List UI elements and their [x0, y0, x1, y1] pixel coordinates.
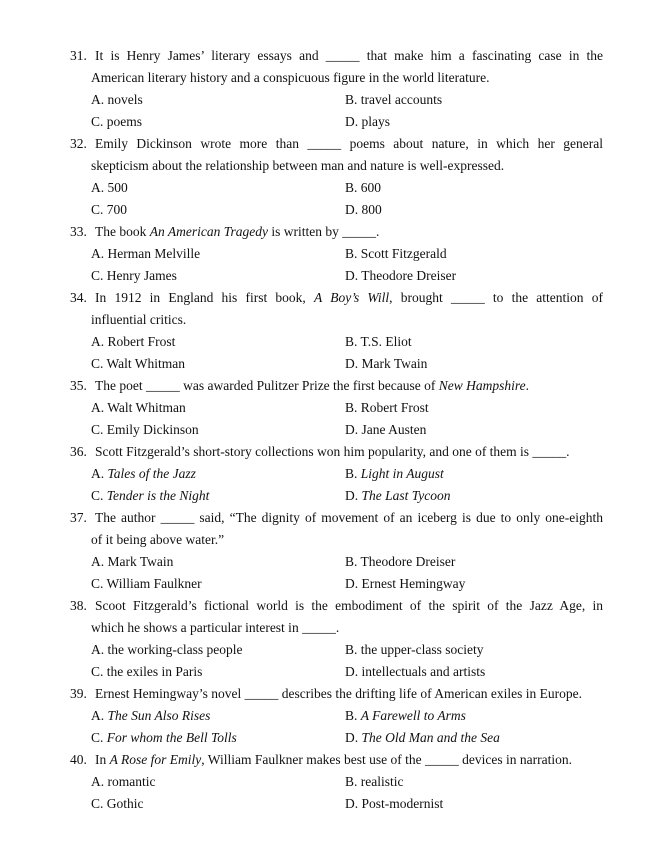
- question-stem-line: influential critics.: [91, 312, 187, 327]
- option-a[interactable]: A. Walt Whitman: [91, 400, 186, 415]
- question-37: [0, 507, 656, 595]
- question-33: [0, 221, 656, 287]
- option-c[interactable]: C. Henry James: [91, 268, 177, 283]
- question-number: 40.: [70, 752, 87, 767]
- option-c[interactable]: C. 700: [91, 202, 128, 217]
- question-35: [0, 375, 656, 441]
- question-stem-line: Emily Dickinson wrote more than _____ poems about nature, in which her general: [95, 136, 603, 151]
- book-title: An American Tragedy: [149, 224, 268, 239]
- option-c-text: For whom the Bell Tolls: [106, 730, 237, 745]
- option-a-text: novels: [107, 92, 143, 107]
- book-title: New Hampshire: [438, 378, 526, 393]
- option-a-text: Tales of the Jazz: [107, 466, 196, 481]
- option-c[interactable]: C. poems: [91, 114, 143, 129]
- option-a-text: Herman Melville: [107, 246, 201, 261]
- option-d-text: Post-modernist: [361, 796, 444, 811]
- option-b[interactable]: B. Theodore Dreiser: [345, 554, 456, 569]
- option-d-text: Jane Austen: [361, 422, 427, 437]
- option-b[interactable]: B. Robert Frost: [345, 400, 429, 415]
- option-d[interactable]: D. Post-modernist: [345, 796, 444, 811]
- option-a[interactable]: A. the working-class people: [91, 642, 243, 657]
- option-a[interactable]: A. Tales of the Jazz: [91, 466, 196, 481]
- option-d-text: Mark Twain: [361, 356, 428, 371]
- option-b-text: Light in August: [360, 466, 444, 481]
- option-c-text: Tender is the Night: [106, 488, 210, 503]
- option-c[interactable]: C. Gothic: [91, 796, 144, 811]
- option-d-text: The Old Man and the Sea: [361, 730, 500, 745]
- question-stem-line: skepticism about the relationship between man and nature is well-expressed.: [91, 158, 505, 173]
- question-stem: The book An American Tragedy is written by _____.: [95, 224, 380, 239]
- option-d[interactable]: D. plays: [345, 114, 390, 129]
- option-a-text: The Sun Also Rises: [107, 708, 211, 723]
- option-a[interactable]: A. novels: [91, 92, 143, 107]
- question-40: [0, 749, 656, 815]
- option-d-text: Ernest Hemingway: [361, 576, 466, 591]
- question-number: 35.: [70, 378, 87, 393]
- question-number: 34.: [70, 290, 87, 305]
- option-c[interactable]: C. Walt Whitman: [91, 356, 186, 371]
- question-31: [0, 45, 656, 133]
- option-d[interactable]: D. 800: [345, 202, 382, 217]
- option-a-text: 500: [107, 180, 128, 195]
- question-number: 39.: [70, 686, 87, 701]
- option-d-text: 800: [361, 202, 382, 217]
- question-36: [0, 441, 656, 507]
- question-stem-line: Scoot Fitzgerald’s fictional world is the embodiment of the spirit of the Jazz Age, in: [95, 598, 603, 613]
- question-stem-line: It is Henry James’ literary essays and _____ that make him a fascinating case in the: [95, 48, 603, 63]
- question-stem-line: Scott Fitzgerald’s short-story collections won him popularity, and one of them is _____.: [95, 444, 570, 459]
- option-d[interactable]: D. The Last Tycoon: [345, 488, 451, 503]
- option-b[interactable]: B. the upper-class society: [345, 642, 484, 657]
- question-stem-line: of it being above water.”: [91, 532, 225, 547]
- question-number: 38.: [70, 598, 87, 613]
- question-stem-line: American literary history and a conspicuous figure in the world literature.: [91, 70, 490, 85]
- option-d[interactable]: D. Ernest Hemingway: [345, 576, 466, 591]
- option-a[interactable]: A. romantic: [91, 774, 156, 789]
- question-number: 37.: [70, 510, 87, 525]
- option-b[interactable]: B. travel accounts: [345, 92, 443, 107]
- option-a[interactable]: A. The Sun Also Rises: [91, 708, 211, 723]
- option-b-text: A Farewell to Arms: [360, 708, 466, 723]
- option-d-text: intellectuals and artists: [361, 664, 486, 679]
- option-c[interactable]: C. William Faulkner: [91, 576, 202, 591]
- option-b-text: 600: [360, 180, 382, 195]
- option-a[interactable]: A. Herman Melville: [91, 246, 201, 261]
- option-b[interactable]: B. Scott Fitzgerald: [345, 246, 447, 261]
- option-c-text: the exiles in Paris: [106, 664, 203, 679]
- question-38: [0, 595, 656, 683]
- option-b-text: Robert Frost: [360, 400, 429, 415]
- option-c-text: Henry James: [106, 268, 177, 283]
- option-a-text: Mark Twain: [107, 554, 174, 569]
- option-d[interactable]: D. Theodore Dreiser: [345, 268, 457, 283]
- option-b-text: T.S. Eliot: [360, 334, 412, 349]
- option-c[interactable]: C. Tender is the Night: [91, 488, 210, 503]
- option-c-text: Walt Whitman: [106, 356, 186, 371]
- option-b[interactable]: B. Light in August: [345, 466, 444, 481]
- question-32: [0, 133, 656, 221]
- option-c[interactable]: C. For whom the Bell Tolls: [91, 730, 237, 745]
- option-c[interactable]: C. Emily Dickinson: [91, 422, 199, 437]
- option-b-text: Scott Fitzgerald: [360, 246, 447, 261]
- question-number: 33.: [70, 224, 87, 239]
- option-a-text: Walt Whitman: [107, 400, 186, 415]
- story-title: A Rose for Emily: [109, 752, 202, 767]
- question-stem-line: The author _____ said, “The dignity of movement of an iceberg is due to only one-eighth: [95, 510, 603, 525]
- option-c-text: 700: [106, 202, 128, 217]
- question-stem: In A Rose for Emily, William Faulkner makes best use of the _____ devices in narration.: [95, 752, 572, 767]
- option-a[interactable]: A. Mark Twain: [91, 554, 174, 569]
- option-d-text: The Last Tycoon: [361, 488, 451, 503]
- option-d-text: plays: [361, 114, 390, 129]
- option-b-text: Theodore Dreiser: [360, 554, 456, 569]
- option-a-text: romantic: [107, 774, 156, 789]
- option-c[interactable]: C. the exiles in Paris: [91, 664, 203, 679]
- option-a[interactable]: A. Robert Frost: [91, 334, 176, 349]
- option-b[interactable]: B. 600: [345, 180, 382, 195]
- option-b[interactable]: B. T.S. Eliot: [345, 334, 412, 349]
- question-39: [0, 683, 656, 749]
- question-number: 32.: [70, 136, 87, 151]
- option-b-text: travel accounts: [360, 92, 443, 107]
- option-d-text: Theodore Dreiser: [361, 268, 457, 283]
- question-stem: In 1912 in England his first book, A Boy’s Will, brought _____ to the attention of: [95, 290, 603, 305]
- option-a[interactable]: A. 500: [91, 180, 128, 195]
- option-d[interactable]: D. intellectuals and artists: [345, 664, 486, 679]
- option-d[interactable]: D. The Old Man and the Sea: [345, 730, 500, 745]
- option-b-text: the upper-class society: [360, 642, 484, 657]
- option-b[interactable]: B. realistic: [345, 774, 404, 789]
- option-a-text: Robert Frost: [107, 334, 176, 349]
- option-c-text: poems: [106, 114, 143, 129]
- question-stem-line: which he shows a particular interest in _____.: [91, 620, 340, 635]
- option-b[interactable]: B. A Farewell to Arms: [345, 708, 466, 723]
- option-a-text: the working-class people: [107, 642, 243, 657]
- option-b-text: realistic: [360, 774, 404, 789]
- question-34: [0, 287, 656, 375]
- option-d[interactable]: D. Jane Austen: [345, 422, 427, 437]
- option-c-text: Emily Dickinson: [106, 422, 199, 437]
- option-c-text: William Faulkner: [106, 576, 202, 591]
- option-c-text: Gothic: [106, 796, 144, 811]
- option-d[interactable]: D. Mark Twain: [345, 356, 428, 371]
- question-stem-line: Ernest Hemingway’s novel _____ describes the drifting life of American exiles in Europe.: [95, 686, 582, 701]
- question-stem: The poet _____ was awarded Pulitzer Prize the first because of New Hampshire.: [95, 378, 530, 393]
- question-number: 36.: [70, 444, 87, 459]
- question-number: 31.: [70, 48, 87, 63]
- book-title: A Boy’s Will: [314, 290, 390, 305]
